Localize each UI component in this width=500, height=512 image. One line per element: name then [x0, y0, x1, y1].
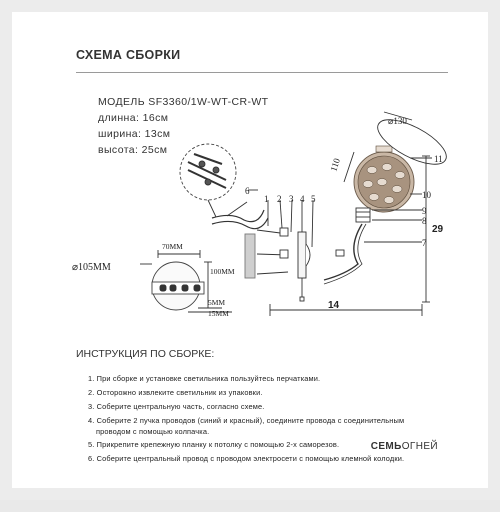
glass-shade — [354, 146, 414, 212]
model-spec: МОДЕЛЬ SF3360/1W-WT-CR-WT — [98, 96, 269, 108]
dim-14: 14 — [328, 300, 340, 311]
instruction-step: 4. Соберите 2 пучка проводов (синий и красный), соедините провода с соединительным — [88, 416, 405, 425]
instructions-title: ИНСТРУКЦИЯ ПО СБОРКЕ: — [76, 348, 215, 360]
instruction-step: 1. При сборке и установке светильника пользуйтесь перчатками. — [88, 374, 321, 383]
part-number: 1 — [264, 194, 269, 204]
dim-70: 70MM — [162, 242, 183, 251]
instruction-step: 2. Осторожно извлеките светильник из упаковки. — [88, 388, 263, 397]
dim-diameter-130: ⌀130 — [388, 116, 407, 126]
instruction-step: 5. Прикрепите крепежную планку к потолку с помощью 2-х саморезов. — [88, 440, 340, 449]
part-number: 3 — [289, 194, 294, 204]
part-number: 5 — [311, 194, 316, 204]
wires — [212, 202, 268, 229]
brand-logo: СЕМЬОГНЕЙ — [370, 441, 438, 452]
mounting-bracket — [245, 228, 288, 278]
instruction-step: 6. Соберите центральный провод с проводом электросети с помощью клемной колодки. — [88, 454, 405, 463]
part-number: 8 — [422, 216, 427, 226]
height-spec: высота: 25см — [98, 144, 168, 156]
part-number: 6 — [245, 186, 250, 196]
part-number: 10 — [422, 190, 431, 200]
part-number: 7 — [422, 238, 427, 248]
dim-5: 5MM — [208, 298, 226, 307]
instruction-step-continuation: проводом с помощью колпачка. — [96, 427, 210, 436]
part-number: 2 — [277, 194, 282, 204]
lamp-socket — [356, 208, 370, 222]
dim-15: 15MM — [208, 309, 229, 318]
wall-plate — [298, 232, 310, 301]
part-number: 9 — [422, 206, 427, 216]
dim-100: 100MM — [210, 267, 235, 276]
dim-110: 110 — [328, 157, 342, 173]
part-number: 11 — [434, 154, 443, 164]
connector-detail — [180, 144, 236, 217]
page-title: СХЕМА СБОРКИ — [76, 48, 181, 62]
length-spec: длинна: 16см — [98, 112, 169, 124]
dim-diameter-105: ⌀105MM — [72, 262, 111, 273]
instruction-step: 3. Соберите центральную часть, согласно схеме. — [88, 402, 265, 411]
part-number: 4 — [300, 194, 305, 204]
dim-29: 29 — [432, 224, 444, 235]
assembly-drawing — [12, 12, 500, 512]
width-spec: ширина: 13см — [98, 128, 171, 140]
